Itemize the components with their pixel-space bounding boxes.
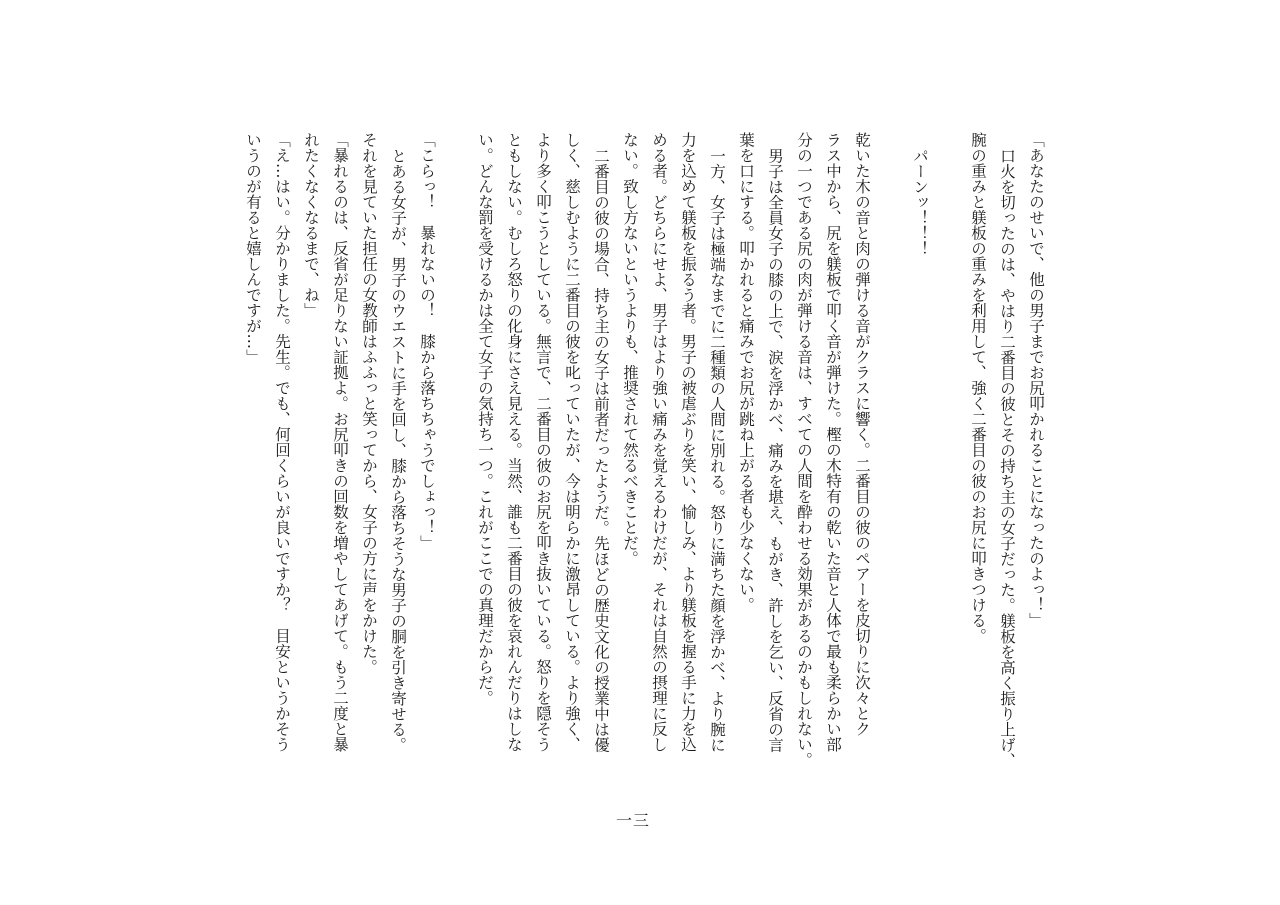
text-line: 男子は全員女子の膝の上で、涙を浮かべ、痛みを堪え、もがき、許しを乞い、反省の言 <box>766 147 784 752</box>
text-line: しく、慈しむように二番目の彼を叱っていたが、今は明らかに激昂している。より強く、 <box>563 132 581 752</box>
text-line: 口火を切ったのは、やはり二番目の彼とその持ち主の女子だった。躾板を高く振り上げ、 <box>998 147 1016 768</box>
dialogue-line: れたくなくなるまで、ね」 <box>302 132 320 318</box>
text-line: 一方、女子は極端なまでに二種類の人間に別れる。怒りに満ちた顔を浮かべ、より腕に <box>708 147 726 752</box>
text-line: 力を込めて躾板を振るう者。男子の被虐ぶりを笑い、愉しみ、より躾板を握る手に力を込 <box>679 132 697 752</box>
dialogue-line: 「こらっ！ 暴れないの！ 膝から落ちちゃうでしょっ！」 <box>418 132 436 551</box>
text-line: 分の一つである尻の肉が弾ける音は、すべての人間を酔わせる効果があるのかもしれない。 <box>795 132 813 768</box>
vertical-text-block <box>238 132 1050 832</box>
sound-effect-line: パーンッ！！！ <box>911 147 929 256</box>
blank-line <box>441 132 470 832</box>
text-line: ない。致し方ないというよりも、推奨されて然るべきことだ。 <box>621 132 639 566</box>
text-line: ともしない。むしろ怒りの化身にさえ見える。当然、誰も二番目の彼を哀れんだりはしな <box>505 132 523 752</box>
text-line: い。どんな罰を受けるかは全て女子の気持ち一つ。これがここでの真理だからだ。 <box>476 132 494 706</box>
text-line: める者。どちらにせよ、男子はより強い痛みを覚えるわけだが、それは自然の摂理に反し <box>650 132 668 752</box>
text-line: それを見ていた担任の女教師はふふっと笑ってから、女子の方に声をかけた。 <box>360 132 378 675</box>
text-line: 二番目の彼の場合、持ち主の女子は前者だったようだ。先ほどの歴史文化の授業中は優 <box>592 147 610 752</box>
text-line: より多く叩こうとしている。無言で、二番目の彼のお尻を叩き抜いている。怒りを隠そう <box>534 132 552 752</box>
page-number: 一三 <box>615 811 650 830</box>
text-line: 葉を口にする。叩かれると痛みでお尻が跳ね上がる者も少なくない。 <box>737 132 755 613</box>
blank-line <box>934 132 963 832</box>
blank-line <box>876 132 905 832</box>
text-line: 乾いた木の音と肉の弾ける音がクラスに響く。二番目の彼のペアーを皮切りに次々とク <box>853 132 871 737</box>
text-line: ラス中から、尻を躾板で叩く音が弾けた。樫の木特有の乾いた音と人体で最も柔らかい部 <box>824 132 842 752</box>
dialogue-line: 「あなたのせいで、他の男子までお尻叩かれることになったのよっ！」 <box>1027 132 1045 628</box>
dialogue-line: 「暴れるのは、反省が足りない証拠よ。お尻叩きの回数を増やしてあげて。もう二度と暴 <box>331 132 349 752</box>
text-line: とある女子が、男子のウエストに手を回し、膝から落ちそうな男子の胴を引き寄せる。 <box>389 147 407 752</box>
dialogue-line: 「え…はい。分かりました。先生。でも、何回くらいが良いですか？ 目安というかそう <box>273 132 291 752</box>
text-line: 腕の重みと躾板の重みを利用して、強く二番目の彼のお尻に叩きつける。 <box>969 132 987 644</box>
dialogue-line: いうのが有ると嬉しんですが…」 <box>244 132 262 365</box>
